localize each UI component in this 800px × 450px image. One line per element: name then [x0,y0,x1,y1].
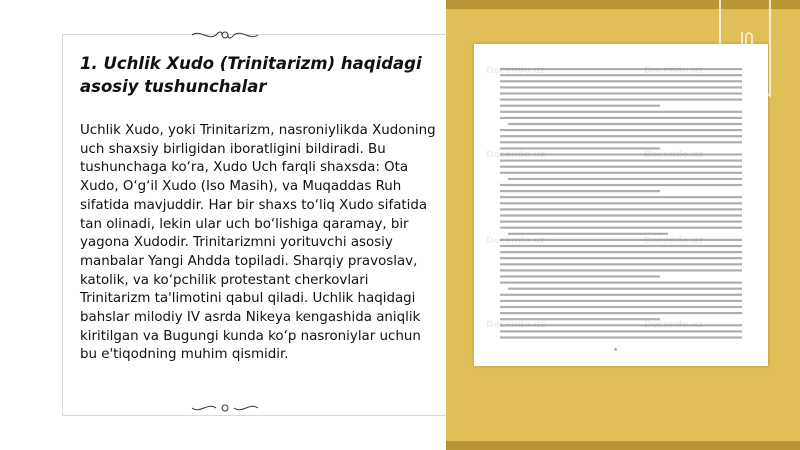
image-panel [446,0,800,450]
document-text-line [500,294,742,296]
document-text-line [500,196,742,198]
document-text-line [500,80,742,82]
document-text-line [500,208,742,210]
document-text-line [500,257,742,259]
watermark: Docendo.uz [486,150,546,160]
watermark: Docendo.uz [486,320,546,330]
document-text-line [500,86,742,88]
document-text-line [500,221,742,223]
document-text-line [500,111,742,113]
document-text-line [500,141,742,143]
document-text-line [500,251,742,253]
document-text-line [508,233,668,235]
slide-body-text: Uchlik Xudo, yoki Trinitarizm, nasroniylikda Xudoning uch shaxsiy birligidan iboratligini bildiradi. Bu tushunchaga ko‘ra, Xudo Uch farqli shaxsda: Ota Xudo, O‘g‘il Xudo (Iso Masih), va Muqaddas Ruh sifatida mavjuddir. Har bir shaxs to‘liq Xudo sifatida tan olinadi, lekin ular uch bo‘lishiga qaramay, bir yagona Xudodir. Trinitarizmni yorituvchi asosiy manbalar Yangi Ahdda topiladi. Sharqiy pravoslav, katolik, va ko‘pchilik protestant cherkovlari Trinitarizm ta'limotini qabul qiladi. Uchlik haqidagi bahslar milodiy IV asrda Nikeya kengashida aniqlik kiritilgan va Bugungi kunda ko‘p nasroniylar uchun bu e'tiqodning muhim qismidir. [80,123,436,363]
document-text-line [500,300,742,302]
bottom-stripe [446,441,800,450]
document-text-line [500,105,660,107]
document-text-lines [474,44,768,366]
document-text-line [500,129,742,131]
document-text-line [500,227,742,229]
document-text-line [500,306,742,308]
document-text-line [500,202,742,204]
document-text-line [500,172,742,174]
document-text-line [500,190,660,192]
document-text-line [500,92,742,94]
watermark: Docendo.uz [644,320,704,330]
document-text-line [508,178,742,180]
document-page-image [474,44,768,366]
watermark: Docendo.uz [486,236,546,246]
document-text-line [500,99,742,101]
document-text-line [500,282,742,284]
document-text-line [500,330,742,332]
document-text-line [500,336,742,338]
watermark: Docendo.uz [644,66,704,76]
document-text-line [500,166,742,168]
document-text-line [500,312,742,314]
document-text-line [508,123,742,125]
page-number: 4 [614,347,618,353]
flourish-divider-icon [190,400,260,416]
paper-clip-icon [732,28,762,68]
watermark: Docendo.uz [486,66,546,76]
document-text-line [500,275,660,277]
document-text-line [500,117,742,119]
document-text-line [500,269,742,271]
slide-title: 1. Uchlik Xudo (Trinitarizm) haqidagi asosiy tushunchalar [80,54,422,96]
document-text-line [500,184,742,186]
flourish-divider-icon [190,27,260,43]
document-text-line [500,135,742,137]
document-text-line [500,214,742,216]
document-text-line [508,288,742,290]
watermark: Docendo.uz [644,150,704,160]
watermark: Docendo.uz [644,236,704,246]
document-text-line [500,263,742,265]
